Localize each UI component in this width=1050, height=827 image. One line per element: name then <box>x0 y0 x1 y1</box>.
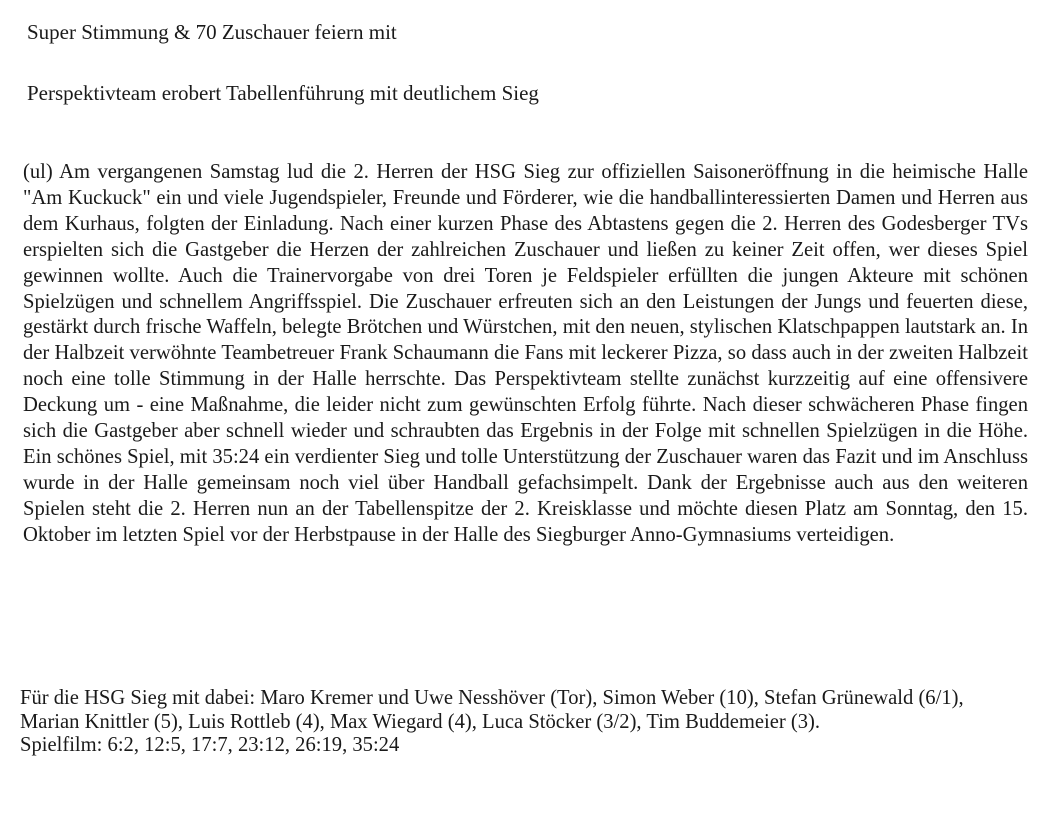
player-list: Für die HSG Sieg mit dabei: Maro Kremer und Uwe Nesshöver (Tor), Simon Weber (10), Stefan Grünewald (6/1), Marian Knittler (5), Luis Rottleb (4), Max Wiegard (4), Luca Stöcker (3/2), Tim Buddemeier (3). <box>20 687 964 733</box>
headline-primary: Super Stimmung & 70 Zuschauer feiern mit <box>27 20 397 44</box>
lineup-section <box>20 687 1020 758</box>
score-progression: Spielfilm: 6:2, 12:5, 17:7, 23:12, 26:19, 35:24 <box>20 734 400 756</box>
headline-secondary: Perspektivteam erobert Tabellenführung mit deutlichem Sieg <box>27 81 539 105</box>
article-body: (ul) Am vergangenen Samstag lud die 2. Herren der HSG Sieg zur offiziellen Saisoneröffnung in die heimische Halle "Am Kuckuck" ein und viele Jugendspieler, Freunde und Förderer, wie die handballinteressierten Damen und Herren aus dem Kurhaus, folgten der Einladung. Nach einer kurzen Phase des Abtastens gegen die 2. Herren des Godesberger TVs erspielten sich die Gastgeber die Herzen der zahlreichen Zuschauer und ließen zu keiner Zeit offen, wer dieses Spiel gewinnen wollte. Auch die Trainervorgabe von drei Toren je Feldspieler erfüllten die jungen Akteure mit schönen Spielzügen und schnellem Angriffsspiel. Die Zuschauer erfreuten sich an den Leistungen der Jungs und feuerten diese, gestärkt durch frische Waffeln, belegte Brötchen und Würstchen, mit den neuen, stylischen Klatschpappen lautstark an. In der Halbzeit verwöhnte Teambetreuer Frank Schaumann die Fans mit leckerer Pizza, so dass auch in der zweiten Halbzeit noch eine tolle Stimmung in der Halle herrschte. Das Perspektivteam stellte zunächst kurzzeitig auf eine offensivere Deckung um - eine Maßnahme, die leider nicht zum gewünschten Erfolg führte. Nach dieser schwächeren Phase fingen sich die Gastgeber aber schnell wieder und schraubten das Ergebnis in der Folge mit schnellen Spielzügen in die Höhe. Ein schönes Spiel, mit 35:24 ein verdienter Sieg und tolle Unterstützung der Zuschauer waren das Fazit und im Anschluss wurde in der Halle gemeinsam noch viel über Handball gefachsimpelt. Dank der Ergebnisse auch aus den weiteren Spielen steht die 2. Herren nun an der Tabellenspitze der 2. Kreisklasse und möchte diesen Platz am Sonntag, den 15. Oktober im letzten Spiel vor der Herbstpause in der Halle des Siegburger Anno-Gymnasiums verteidigen. <box>23 161 1028 546</box>
